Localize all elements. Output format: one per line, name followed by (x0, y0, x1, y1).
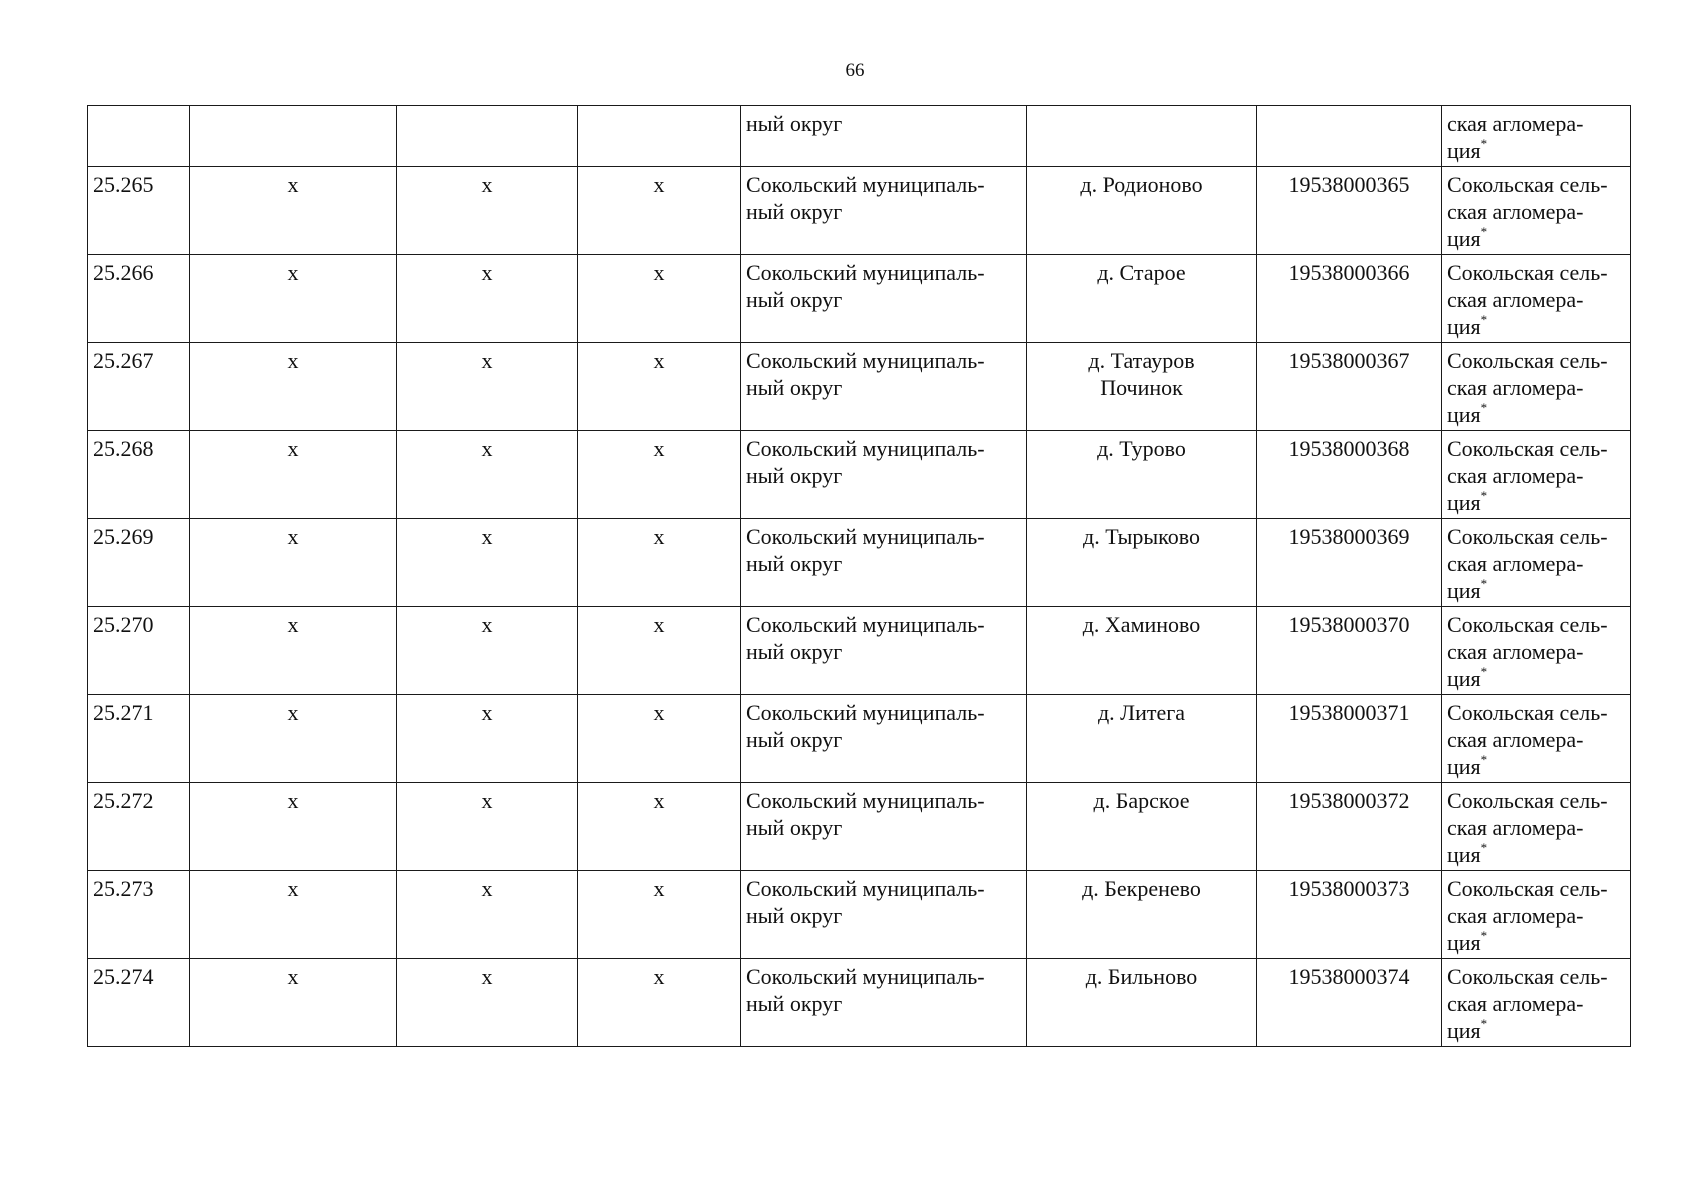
settlement-line: д. Бекренево (1082, 876, 1201, 901)
cell-x (397, 695, 578, 783)
cell-district (741, 959, 1027, 1047)
district-line: ный округ (746, 815, 843, 840)
cell-x (397, 871, 578, 959)
oktmo-code: 19538000368 (1288, 436, 1410, 461)
cell-x (578, 431, 741, 519)
agglomeration-line: Сокольская сель- (1447, 612, 1608, 637)
district-line: Сокольский муниципаль- (746, 788, 985, 813)
agglomeration-line (1447, 137, 1625, 164)
cell-x (190, 255, 397, 343)
table-row (88, 255, 1631, 343)
x-mark: х (481, 524, 493, 549)
cell-settlement (1027, 431, 1257, 519)
oktmo-code: 19538000367 (1288, 348, 1410, 373)
agglomeration-line: ская агломера- (1447, 463, 1584, 488)
cell-code (1257, 255, 1442, 343)
cell-district (741, 167, 1027, 255)
cell-settlement (1027, 607, 1257, 695)
row-number: 25.274 (93, 964, 154, 989)
x-mark: х (481, 348, 493, 373)
settlement-line: д. Старое (1097, 260, 1186, 285)
footnote-mark: * (1480, 223, 1488, 239)
agglomeration-line-text: ция (1447, 314, 1481, 339)
cell-agglomeration (1442, 519, 1631, 607)
cell-code (1257, 783, 1442, 871)
cell-x (397, 343, 578, 431)
cell-x (397, 959, 578, 1047)
district-line: Сокольский муниципаль- (746, 260, 985, 285)
cell-agglomeration (1442, 607, 1631, 695)
x-mark: х (287, 788, 299, 813)
district-line: Сокольский муниципаль- (746, 700, 985, 725)
cell-x (578, 959, 741, 1047)
x-mark: х (481, 700, 493, 725)
table-row (88, 871, 1631, 959)
agglomeration-line: Сокольская сель- (1447, 436, 1608, 461)
agglomeration-line: Сокольская сель- (1447, 524, 1608, 549)
agglomeration-line: ская агломера- (1447, 199, 1584, 224)
x-mark: х (481, 172, 493, 197)
cell-district (741, 695, 1027, 783)
cell-x (190, 607, 397, 695)
district-line: Сокольский муниципаль- (746, 612, 985, 637)
district-line: Сокольский муниципаль- (746, 964, 985, 989)
footnote-mark: * (1480, 751, 1488, 767)
table-row (88, 783, 1631, 871)
cell-number (88, 167, 190, 255)
cell-number (88, 959, 190, 1047)
cell-x (190, 871, 397, 959)
x-mark: х (653, 436, 665, 461)
cell-code (1257, 343, 1442, 431)
agglomeration-line-text: ция (1447, 1018, 1481, 1043)
x-mark: х (287, 348, 299, 373)
cell-settlement (1027, 343, 1257, 431)
cell-x (190, 167, 397, 255)
cell-district (741, 783, 1027, 871)
row-number: 25.268 (93, 436, 154, 461)
oktmo-code: 19538000366 (1288, 260, 1410, 285)
row-number: 25.273 (93, 876, 154, 901)
cell-number (88, 783, 190, 871)
x-mark: х (653, 788, 665, 813)
cell-district (741, 871, 1027, 959)
cell-x (397, 783, 578, 871)
agglomeration-line: ская агломера- (1447, 111, 1584, 136)
cell-x (190, 519, 397, 607)
agglomeration-line (1447, 929, 1625, 956)
agglomeration-line-text: ция (1447, 842, 1481, 867)
district-line: ный округ (746, 991, 843, 1016)
district-line: Сокольский муниципаль- (746, 348, 985, 373)
x-mark: х (287, 612, 299, 637)
cell-x (397, 106, 578, 167)
cell-x (578, 783, 741, 871)
footnote-mark: * (1480, 135, 1488, 151)
x-mark: х (481, 876, 493, 901)
agglomeration-line (1447, 225, 1625, 252)
district-line: ный округ (746, 551, 843, 576)
cell-agglomeration (1442, 695, 1631, 783)
x-mark: х (287, 876, 299, 901)
agglomeration-line (1447, 313, 1625, 340)
oktmo-code: 19538000372 (1288, 788, 1410, 813)
x-mark: х (653, 524, 665, 549)
x-mark: х (481, 964, 493, 989)
agglomeration-line: Сокольская сель- (1447, 964, 1608, 989)
agglomeration-line (1447, 401, 1625, 428)
agglomeration-line: ская агломера- (1447, 639, 1584, 664)
cell-number (88, 519, 190, 607)
agglomeration-line: Сокольская сель- (1447, 700, 1608, 725)
agglomeration-line-text: ция (1447, 930, 1481, 955)
cell-number (88, 431, 190, 519)
district-line: ный округ (746, 463, 843, 488)
row-number: 25.271 (93, 700, 154, 725)
table-row (88, 431, 1631, 519)
agglomeration-line-text: ция (1447, 402, 1481, 427)
cell-code (1257, 695, 1442, 783)
agglomeration-line: ская агломера- (1447, 727, 1584, 752)
district-line: Сокольский муниципаль- (746, 436, 985, 461)
table-row (88, 695, 1631, 783)
agglomeration-line: Сокольская сель- (1447, 348, 1608, 373)
agglomeration-line: ская агломера- (1447, 375, 1584, 400)
x-mark: х (481, 612, 493, 637)
table-row (88, 959, 1631, 1047)
cell-settlement (1027, 959, 1257, 1047)
cell-x (578, 167, 741, 255)
agglomeration-line (1447, 753, 1625, 780)
cell-number (88, 607, 190, 695)
agglomeration-line (1447, 665, 1625, 692)
cell-settlement (1027, 871, 1257, 959)
agglomeration-line: ская агломера- (1447, 287, 1584, 312)
cell-x (578, 255, 741, 343)
oktmo-code: 19538000370 (1288, 612, 1410, 637)
cell-x (578, 519, 741, 607)
settlement-line: д. Бильново (1085, 964, 1198, 989)
cell-code (1257, 106, 1442, 167)
cell-x (397, 255, 578, 343)
cell-agglomeration (1442, 343, 1631, 431)
x-mark: х (653, 964, 665, 989)
x-mark: х (481, 788, 493, 813)
cell-district (741, 519, 1027, 607)
cell-agglomeration (1442, 871, 1631, 959)
cell-x (190, 343, 397, 431)
cell-settlement (1027, 167, 1257, 255)
footnote-mark: * (1480, 663, 1488, 679)
cell-district (741, 431, 1027, 519)
cell-x (578, 871, 741, 959)
cell-x (578, 106, 741, 167)
cell-x (190, 106, 397, 167)
x-mark: х (481, 260, 493, 285)
cell-code (1257, 431, 1442, 519)
table-row (88, 343, 1631, 431)
agglomeration-line: ская агломера- (1447, 903, 1584, 928)
cell-x (578, 695, 741, 783)
agglomeration-line-text: ция (1447, 226, 1481, 251)
cell-x (397, 167, 578, 255)
district-line: ный округ (746, 375, 843, 400)
settlement-line: д. Литега (1097, 700, 1186, 725)
cell-agglomeration (1442, 783, 1631, 871)
oktmo-code: 19538000365 (1288, 172, 1410, 197)
settlement-line: Починок (1100, 375, 1183, 400)
footnote-mark: * (1480, 839, 1488, 855)
settlement-line: д. Тырыково (1083, 524, 1200, 549)
table-body (88, 106, 1631, 1047)
agglomeration-line (1447, 489, 1625, 516)
x-mark: х (287, 524, 299, 549)
agglomeration-line (1447, 841, 1625, 868)
oktmo-code: 19538000369 (1288, 524, 1410, 549)
agglomeration-line-text: ция (1447, 666, 1481, 691)
agglomeration-line-text: ция (1447, 490, 1481, 515)
cell-settlement (1027, 255, 1257, 343)
row-number: 25.267 (93, 348, 154, 373)
cell-number (88, 695, 190, 783)
agglomeration-line: Сокольская сель- (1447, 172, 1608, 197)
settlement-line: д. Родионово (1080, 172, 1203, 197)
cell-agglomeration (1442, 431, 1631, 519)
cell-agglomeration (1442, 106, 1631, 167)
agglomeration-line: ская агломера- (1447, 551, 1584, 576)
x-mark: х (287, 260, 299, 285)
agglomeration-line: Сокольская сель- (1447, 876, 1608, 901)
footnote-mark: * (1480, 487, 1488, 503)
cell-x (190, 695, 397, 783)
footnote-mark: * (1480, 575, 1488, 591)
oktmo-code: 19538000374 (1288, 964, 1410, 989)
district-line: ный округ (746, 111, 843, 136)
cell-district (741, 343, 1027, 431)
cell-x (578, 607, 741, 695)
cell-settlement (1027, 519, 1257, 607)
district-line: Сокольский муниципаль- (746, 876, 985, 901)
cell-agglomeration (1442, 959, 1631, 1047)
x-mark: х (287, 964, 299, 989)
cell-code (1257, 871, 1442, 959)
cell-number (88, 255, 190, 343)
row-number: 25.265 (93, 172, 154, 197)
settlement-line: д. Татауров (1088, 348, 1195, 373)
cell-x (397, 431, 578, 519)
x-mark: х (653, 876, 665, 901)
oktmo-code: 19538000371 (1288, 700, 1410, 725)
cell-x (578, 343, 741, 431)
x-mark: х (653, 612, 665, 637)
agglomeration-line: ская агломера- (1447, 991, 1584, 1016)
cell-code (1257, 959, 1442, 1047)
footnote-mark: * (1480, 927, 1488, 943)
district-line: ный округ (746, 639, 843, 664)
footnote-mark: * (1480, 399, 1488, 415)
oktmo-code: 19538000373 (1288, 876, 1410, 901)
cell-number (88, 343, 190, 431)
district-line: ный округ (746, 903, 843, 928)
settlement-line: д. Турово (1097, 436, 1186, 461)
footnote-mark: * (1480, 311, 1488, 327)
district-line: Сокольский муниципаль- (746, 172, 985, 197)
cell-settlement (1027, 106, 1257, 167)
agglomeration-line: Сокольская сель- (1447, 260, 1608, 285)
agglomeration-line (1447, 1017, 1625, 1044)
table-row (88, 519, 1631, 607)
district-line: ный округ (746, 287, 843, 312)
continuation-row (88, 106, 1631, 167)
cell-x (190, 959, 397, 1047)
x-mark: х (653, 172, 665, 197)
footnote-mark: * (1480, 1015, 1488, 1031)
cell-agglomeration (1442, 255, 1631, 343)
cell-agglomeration (1442, 167, 1631, 255)
x-mark: х (653, 348, 665, 373)
settlement-line: д. Барское (1093, 788, 1190, 813)
row-number: 25.269 (93, 524, 154, 549)
cell-x (190, 783, 397, 871)
page-number: 66 (845, 60, 865, 81)
row-number: 25.266 (93, 260, 154, 285)
x-mark: х (287, 436, 299, 461)
agglomeration-line-text: ция (1447, 138, 1481, 163)
district-line: ный округ (746, 199, 843, 224)
agglomeration-line-text: ция (1447, 754, 1481, 779)
x-mark: х (287, 700, 299, 725)
settlements-table (87, 105, 1631, 1047)
cell-district (741, 106, 1027, 167)
cell-district (741, 255, 1027, 343)
cell-x (397, 519, 578, 607)
settlement-line: д. Хаминово (1082, 612, 1201, 637)
agglomeration-line: Сокольская сель- (1447, 788, 1608, 813)
agglomeration-line-text: ция (1447, 578, 1481, 603)
x-mark: х (481, 436, 493, 461)
agglomeration-line: ская агломера- (1447, 815, 1584, 840)
cell-x (190, 431, 397, 519)
cell-settlement (1027, 695, 1257, 783)
x-mark: х (653, 700, 665, 725)
cell-x (397, 607, 578, 695)
district-line: Сокольский муниципаль- (746, 524, 985, 549)
row-number: 25.272 (93, 788, 154, 813)
district-line: ный округ (746, 727, 843, 752)
x-mark: х (653, 260, 665, 285)
x-mark: х (287, 172, 299, 197)
agglomeration-line (1447, 577, 1625, 604)
cell-code (1257, 519, 1442, 607)
table-row (88, 607, 1631, 695)
cell-code (1257, 167, 1442, 255)
table-row (88, 167, 1631, 255)
cell-settlement (1027, 783, 1257, 871)
cell-number (88, 106, 190, 167)
cell-number (88, 871, 190, 959)
row-number: 25.270 (93, 612, 154, 637)
cell-code (1257, 607, 1442, 695)
cell-district (741, 607, 1027, 695)
